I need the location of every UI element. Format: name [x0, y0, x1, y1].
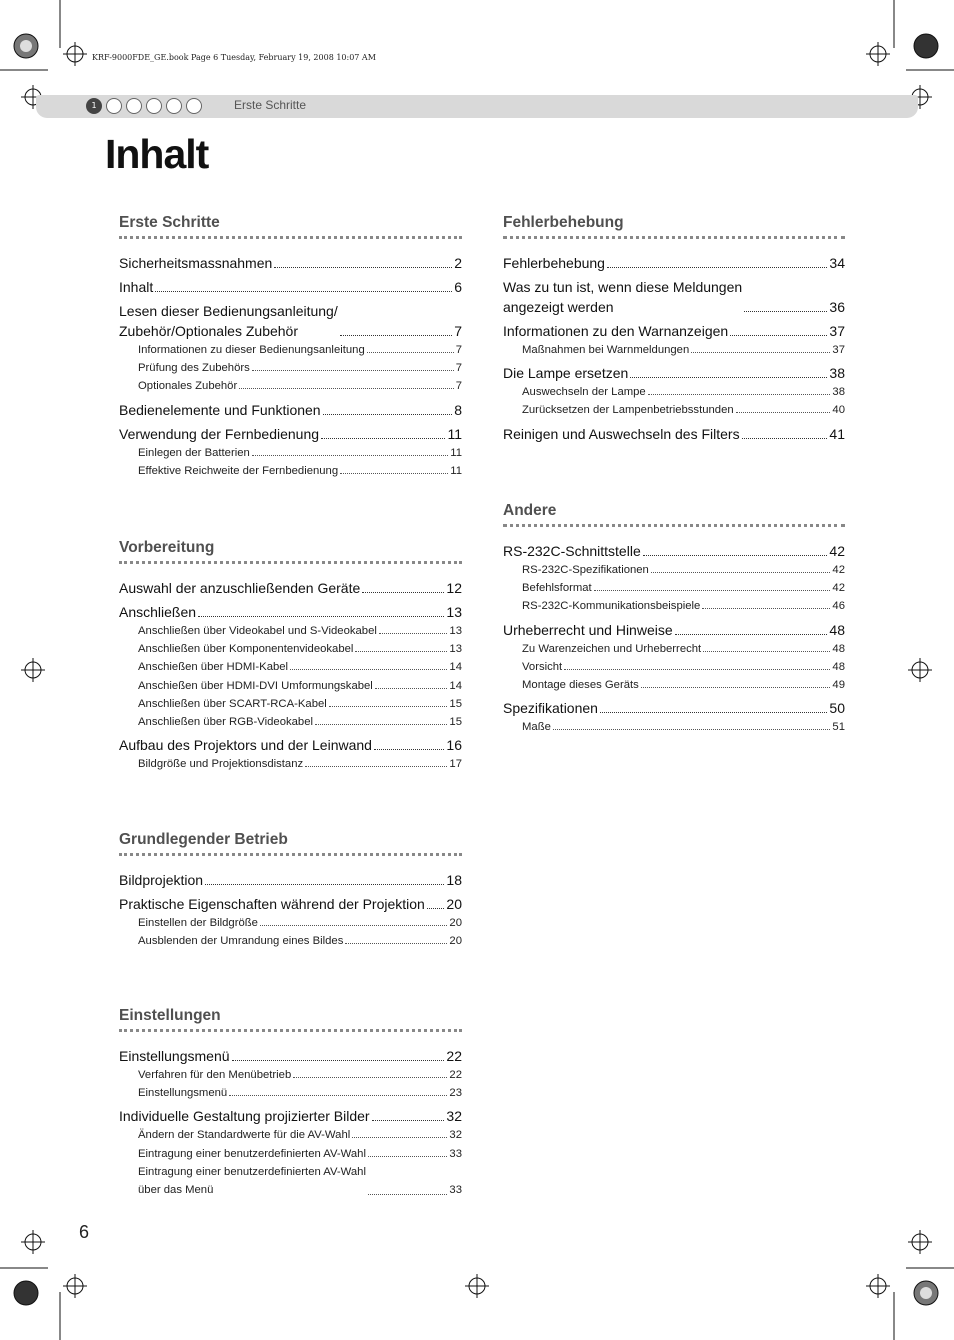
- toc-entry[interactable]: [119, 1106, 462, 1126]
- entry-page-number: 18: [446, 872, 462, 888]
- subentry-page-number: 48: [832, 660, 845, 673]
- dot-leader: [355, 651, 447, 652]
- toc-section: [503, 501, 845, 736]
- dot-leader: [742, 438, 828, 439]
- section-heading: Erste Schritte: [119, 214, 220, 231]
- subentry-page-number: 20: [449, 917, 462, 929]
- chapter-dot: [166, 98, 182, 114]
- entry-title: Anschließen: [119, 604, 197, 620]
- chapter-label: Erste Schritte: [234, 98, 307, 112]
- toc-subentry[interactable]: [503, 341, 845, 359]
- toc-subentry[interactable]: [119, 677, 462, 695]
- toc-section: [119, 1006, 462, 1199]
- dot-leader: [374, 749, 444, 750]
- subentry-title: Prüfung des Zubehörs: [138, 362, 250, 375]
- dot-leader: [675, 634, 828, 635]
- toc-entry[interactable]: [503, 541, 845, 561]
- toc-subentry[interactable]: [119, 1163, 462, 1199]
- toc-subentry[interactable]: [119, 462, 462, 480]
- entry-title: Die Lampe ersetzen: [503, 365, 629, 382]
- subentry-page-number: 32: [449, 1129, 462, 1142]
- toc-subentry[interactable]: [119, 1126, 462, 1144]
- dot-leader: [274, 267, 452, 268]
- dot-leader: [321, 438, 445, 439]
- dot-leader: [736, 412, 831, 413]
- chapter-indicator: [86, 98, 202, 114]
- subentry-title: Anschließen über RGB-Videokabel: [138, 716, 313, 729]
- subentry-title: Vorsicht: [522, 660, 563, 673]
- entry-title: Praktische Eigenschaften während der Projektion: [119, 896, 425, 912]
- subentry-page-number: 22: [449, 1069, 462, 1081]
- entry-page-number: 38: [829, 365, 845, 382]
- entry-page-number: 12: [446, 580, 462, 596]
- dot-leader: [260, 925, 447, 926]
- dot-leader: [368, 1194, 447, 1195]
- toc-subentry[interactable]: [119, 914, 462, 932]
- entry-title: Fehlerbehebung: [503, 255, 605, 271]
- dot-leader: [305, 766, 447, 767]
- toc-subentry[interactable]: [119, 713, 462, 731]
- entry-title: Lesen dieser Bedienungsanleitung/ Zubehör/Optionales Zubehör: [119, 303, 338, 339]
- dot-leader: [744, 311, 827, 312]
- subentry-page-number: 33: [449, 1184, 462, 1197]
- dot-leader: [648, 394, 831, 395]
- subentry-title: Bildgröße und Projektionsdistanz: [138, 758, 304, 771]
- toc-entry[interactable]: [119, 602, 462, 622]
- subentry-title: Optionales Zubehör: [138, 380, 238, 393]
- dot-leader: [607, 267, 827, 268]
- toc-subentry[interactable]: [119, 444, 462, 462]
- dot-leader: [293, 1077, 447, 1078]
- section-divider: [119, 1029, 462, 1032]
- entry-title: Sicherheitsmassnahmen: [119, 255, 273, 271]
- dot-leader: [691, 352, 830, 353]
- page-number: 6: [79, 1222, 90, 1242]
- section-divider: [119, 236, 462, 239]
- entry-page-number: 8: [454, 401, 462, 418]
- subentry-page-number: 7: [455, 380, 462, 393]
- toc-section: [119, 538, 462, 773]
- chapter-dot: [126, 98, 142, 114]
- dot-leader: [643, 555, 828, 556]
- dot-leader: [702, 608, 830, 609]
- subentry-title: Anschließen über Videokabel und S-Videokabel: [138, 625, 377, 637]
- subentry-title: Ändern der Standardwerte für die AV-Wahl: [138, 1129, 351, 1142]
- entry-title: Was zu tun ist, wenn diese Meldungen angezeigt werden: [503, 279, 743, 315]
- toc-section: [119, 830, 462, 950]
- toc-subentry[interactable]: [119, 1066, 462, 1084]
- toc-entry[interactable]: [119, 735, 462, 755]
- toc-subentry[interactable]: [119, 1145, 462, 1163]
- toc-subentry[interactable]: [503, 561, 845, 579]
- section-heading: Andere: [503, 502, 557, 519]
- toc-subentry[interactable]: [119, 359, 462, 377]
- entry-title: RS-232C-Schnittstelle: [503, 543, 641, 559]
- dot-leader: [600, 712, 827, 713]
- entry-page-number: 50: [829, 700, 845, 717]
- toc-subentry[interactable]: [503, 401, 845, 419]
- entry-page-number: 42: [829, 543, 845, 559]
- entry-page-number: 13: [446, 604, 462, 620]
- toc-subentry[interactable]: [119, 341, 462, 359]
- dot-leader: [239, 388, 453, 389]
- print-slug: KRF-9000FDE_GE.book Page 6 Tuesday, February 19, 2008 10:07 AM: [92, 53, 376, 62]
- subentry-title: Anschließen über Komponentenvideokabel: [138, 643, 354, 656]
- subentry-title: Effektive Reichweite der Fernbedienung: [138, 464, 339, 477]
- entry-page-number: 22: [446, 1048, 462, 1064]
- toc-subentry[interactable]: [119, 640, 462, 658]
- entry-title: Reinigen und Auswechseln des Filters: [503, 425, 740, 442]
- toc-subentry[interactable]: [503, 579, 845, 597]
- subentry-page-number: 15: [449, 697, 462, 710]
- toc-subentry[interactable]: [503, 676, 845, 694]
- toc-subentry[interactable]: [119, 932, 462, 950]
- entry-title: Spezifikationen: [503, 700, 598, 717]
- toc-entry[interactable]: [503, 363, 845, 383]
- dot-leader: [368, 1156, 447, 1157]
- subentry-page-number: 51: [832, 721, 845, 734]
- subentry-title: Zu Warenzeichen und Urheberrecht: [522, 642, 702, 655]
- entry-title: Informationen zu den Warnanzeigen: [503, 323, 729, 339]
- toc-section: [503, 213, 845, 444]
- toc-entry[interactable]: [119, 894, 462, 914]
- subentry-page-number: 40: [832, 404, 845, 417]
- entry-title: Bildprojektion: [119, 872, 204, 888]
- dot-leader: [352, 1137, 447, 1138]
- subentry-title: Befehlsformat: [522, 582, 592, 595]
- toc-entry[interactable]: [119, 253, 462, 273]
- toc-subentry[interactable]: [119, 695, 462, 713]
- entry-title: Verwendung der Fernbedienung: [119, 425, 320, 442]
- entry-title: Auswahl der anzuschließenden Geräte: [119, 580, 361, 596]
- subentry-title: Einstellen der Bildgröße: [138, 917, 258, 929]
- dot-leader: [564, 669, 830, 670]
- toc-subentry[interactable]: [119, 1084, 462, 1102]
- toc-entry[interactable]: [119, 301, 462, 341]
- subentry-title: Anschießen über HDMI-DVI Umformungskabel: [138, 679, 373, 692]
- subentry-title: Anschließen über SCART-RCA-Kabel: [138, 697, 327, 710]
- subentry-title: RS-232C-Spezifikationen: [522, 564, 649, 576]
- dot-leader: [155, 291, 452, 292]
- subentry-page-number: 38: [832, 386, 845, 399]
- toc-entry[interactable]: [503, 253, 845, 273]
- toc-subentry[interactable]: [119, 658, 462, 676]
- subentry-page-number: 46: [832, 600, 845, 613]
- subentry-page-number: 15: [449, 716, 462, 729]
- entry-title: Inhalt: [119, 279, 154, 295]
- toc-entry[interactable]: [119, 424, 462, 444]
- section-divider: [503, 524, 845, 527]
- subentry-page-number: 14: [449, 661, 462, 674]
- toc-subentry[interactable]: [119, 377, 462, 395]
- dot-leader: [427, 908, 445, 909]
- toc-entry[interactable]: [503, 698, 845, 718]
- dot-leader: [375, 688, 448, 689]
- toc-subentry[interactable]: [119, 755, 462, 773]
- toc-entry[interactable]: [503, 620, 845, 640]
- subentry-title: Einlegen der Batterien: [138, 446, 250, 459]
- chapter-dot: [186, 98, 202, 114]
- entry-page-number: 34: [829, 255, 845, 271]
- toc-entry[interactable]: [503, 321, 845, 341]
- dot-leader: [205, 884, 444, 885]
- dot-leader: [553, 729, 831, 730]
- dot-leader: [379, 633, 448, 634]
- subentry-title: Einstellungsmenü: [138, 1087, 228, 1100]
- subentry-page-number: 17: [449, 758, 462, 771]
- chapter-dot: [106, 98, 122, 114]
- subentry-page-number: 7: [455, 344, 462, 356]
- dot-leader: [315, 724, 447, 725]
- subentry-page-number: 33: [449, 1147, 462, 1160]
- section-heading: Grundlegender Betrieb: [119, 831, 288, 848]
- dot-leader: [252, 370, 454, 371]
- entry-title: Individuelle Gestaltung projizierter Bilder: [119, 1108, 370, 1125]
- toc-entry[interactable]: [119, 870, 462, 890]
- dot-leader: [594, 590, 831, 591]
- entry-title: Aufbau des Projektors und der Leinwand: [119, 737, 372, 754]
- subentry-page-number: 20: [449, 935, 462, 948]
- chapter-dot: [146, 98, 162, 114]
- dot-leader: [198, 616, 444, 617]
- entry-title: Urheberrecht und Hinweise: [503, 621, 673, 638]
- subentry-title: Eintragung einer benutzerdefinierten AV-Wahl: [138, 1147, 366, 1160]
- toc-entry[interactable]: [503, 277, 845, 317]
- subentry-title: Maße: [522, 721, 551, 734]
- entry-page-number: 6: [454, 279, 462, 295]
- entry-page-number: 20: [446, 896, 462, 912]
- subentry-page-number: 13: [449, 643, 462, 656]
- dot-leader: [252, 455, 448, 456]
- dot-leader: [232, 1060, 445, 1061]
- toc-subentry[interactable]: [503, 718, 845, 736]
- entry-page-number: 11: [447, 425, 462, 442]
- toc-entry[interactable]: [119, 400, 462, 420]
- subentry-page-number: 11: [450, 446, 462, 459]
- section-heading: Vorbereitung: [119, 539, 215, 556]
- subentry-page-number: 37: [832, 344, 845, 356]
- subentry-title: Anschießen über HDMI-Kabel: [138, 661, 289, 674]
- toc-entry[interactable]: [119, 578, 462, 598]
- toc-subentry[interactable]: [119, 622, 462, 640]
- subentry-page-number: 48: [832, 642, 845, 655]
- subentry-title: Zurücksetzen der Lampenbetriebsstunden: [522, 404, 734, 417]
- page-title: Inhalt: [105, 131, 209, 177]
- toc-subentry[interactable]: [503, 640, 845, 658]
- toc-subentry[interactable]: [503, 658, 845, 676]
- entry-title: Bedienelemente und Funktionen: [119, 401, 321, 418]
- subentry-title: Montage dieses Geräts: [522, 679, 639, 692]
- section-divider: [119, 853, 462, 856]
- dot-leader: [229, 1095, 447, 1096]
- dot-leader: [345, 943, 447, 944]
- subentry-page-number: 13: [449, 625, 462, 637]
- dot-leader: [340, 473, 448, 474]
- dot-leader: [367, 352, 454, 353]
- subentry-page-number: 42: [832, 564, 845, 576]
- subentry-page-number: 23: [449, 1087, 462, 1100]
- subentry-title: Eintragung einer benutzerdefinierten AV-Wahl über das Menü: [138, 1165, 366, 1197]
- dot-leader: [641, 687, 831, 688]
- section-divider: [119, 561, 462, 564]
- dot-leader: [323, 414, 453, 415]
- subentry-page-number: 7: [455, 362, 462, 375]
- subentry-page-number: 14: [449, 679, 462, 692]
- dot-leader: [329, 706, 448, 707]
- toc-section: [119, 213, 462, 480]
- dot-leader: [703, 651, 830, 652]
- subentry-title: Informationen zu dieser Bedienungsanleitung: [138, 344, 365, 356]
- toc-entry[interactable]: [119, 277, 462, 297]
- subentry-page-number: 42: [832, 582, 845, 595]
- entry-page-number: 32: [446, 1108, 462, 1125]
- entry-page-number: 2: [454, 255, 462, 271]
- toc-entry[interactable]: [119, 1046, 462, 1066]
- entry-page-number: 37: [829, 323, 845, 339]
- dot-leader: [340, 335, 452, 336]
- dot-leader: [372, 1120, 445, 1121]
- subentry-page-number: 49: [832, 679, 845, 692]
- dot-leader: [730, 335, 827, 336]
- subentry-title: Auswechseln der Lampe: [522, 386, 646, 399]
- dot-leader: [630, 377, 827, 378]
- toc-subentry[interactable]: [503, 597, 845, 615]
- dot-leader: [290, 669, 447, 670]
- section-divider: [503, 236, 845, 239]
- entry-page-number: 48: [829, 621, 845, 638]
- subentry-title: Verfahren für den Menübetrieb: [138, 1069, 292, 1081]
- toc-subentry[interactable]: [503, 383, 845, 401]
- dot-leader: [362, 592, 444, 593]
- entry-page-number: 16: [446, 737, 462, 754]
- chapter-dot-active: 1: [86, 98, 102, 114]
- entry-title: Einstellungsmenü: [119, 1048, 230, 1064]
- section-heading: Einstellungen: [119, 1007, 221, 1024]
- entry-page-number: 41: [829, 425, 845, 442]
- subentry-page-number: 11: [450, 464, 462, 477]
- entry-page-number: 7: [454, 323, 462, 339]
- subentry-title: Ausblenden der Umrandung eines Bildes: [138, 935, 344, 948]
- subentry-title: RS-232C-Kommunikationsbeispiele: [522, 600, 701, 613]
- subentry-title: Maßnahmen bei Warnmeldungen: [522, 344, 690, 356]
- entry-page-number: 36: [829, 299, 845, 315]
- section-heading: Fehlerbehebung: [503, 214, 624, 231]
- dot-leader: [651, 572, 831, 573]
- toc-entry[interactable]: [503, 424, 845, 444]
